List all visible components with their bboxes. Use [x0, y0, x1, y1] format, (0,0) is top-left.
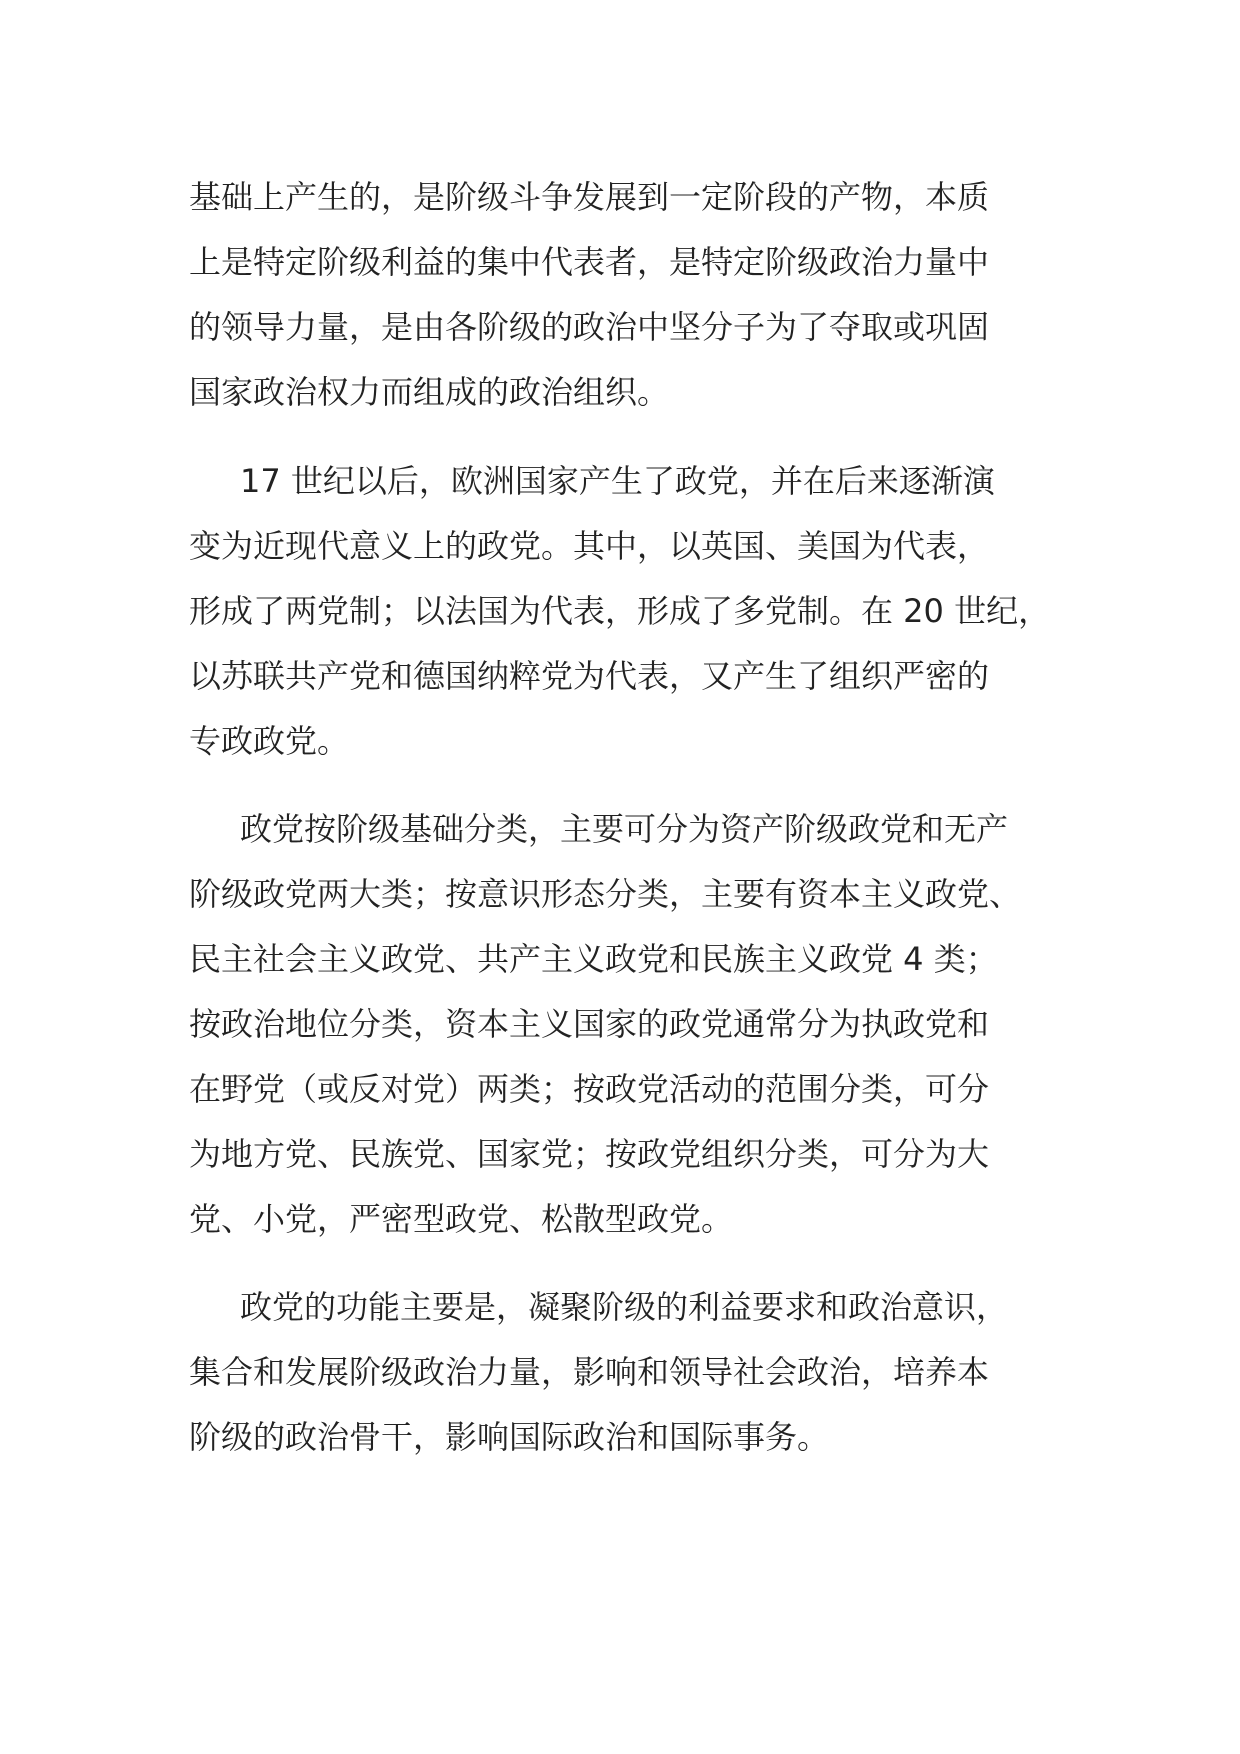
text-line: 以苏联共产党和德国纳粹党为代表，又产生了组织严密的: [189, 657, 990, 695]
paragraph-functions: [189, 1275, 1089, 1470]
paragraph-history: [189, 449, 1089, 774]
text-line: 形成了两党制；以法国为代表，形成了多党制。在 20 世纪，: [189, 592, 1051, 630]
text-line: 按政治地位分类，资本主义国家的政党通常分为执政党和: [189, 1005, 990, 1043]
text-line: 的领导力量，是由各阶级的政治中坚分子为了夺取或巩固: [189, 308, 990, 346]
text-line: 在野党（或反对党）两类；按政党活动的范围分类，可分: [189, 1070, 990, 1108]
text-line: 阶级政党两大类；按意识形态分类，主要有资本主义政党、: [189, 875, 1022, 913]
paragraph-continuation: [189, 165, 1089, 425]
text-line: 政党的功能主要是，凝聚阶级的利益要求和政治意识，: [240, 1288, 1009, 1326]
text-line: 上是特定阶级利益的集中代表者，是特定阶级政治力量中: [189, 243, 990, 281]
text-line: 专政政党。: [189, 722, 350, 760]
text-line: 政党按阶级基础分类，主要可分为资产阶级政党和无产: [240, 810, 1009, 848]
text-line: 变为近现代意义上的政党。其中，以英国、美国为代表，: [189, 527, 990, 565]
text-line: 基础上产生的，是阶级斗争发展到一定阶段的产物，本质: [189, 178, 990, 216]
text-line: 为地方党、民族党、国家党；按政党组织分类，可分为大: [189, 1135, 990, 1173]
paragraph-classification: [189, 797, 1089, 1252]
text-line: 民主社会主义政党、共产主义政党和民族主义政党 4 类；: [189, 940, 998, 978]
text-line: 17 世纪以后，欧洲国家产生了政党，并在后来逐渐演: [240, 462, 995, 500]
text-line: 国家政治权力而组成的政治组织。: [189, 373, 670, 411]
text-line: 党、小党，严密型政党、松散型政党。: [189, 1200, 734, 1238]
text-line: 集合和发展阶级政治力量，影响和领导社会政治，培养本: [189, 1353, 990, 1391]
text-line: 阶级的政治骨干，影响国际政治和国际事务。: [189, 1418, 830, 1456]
